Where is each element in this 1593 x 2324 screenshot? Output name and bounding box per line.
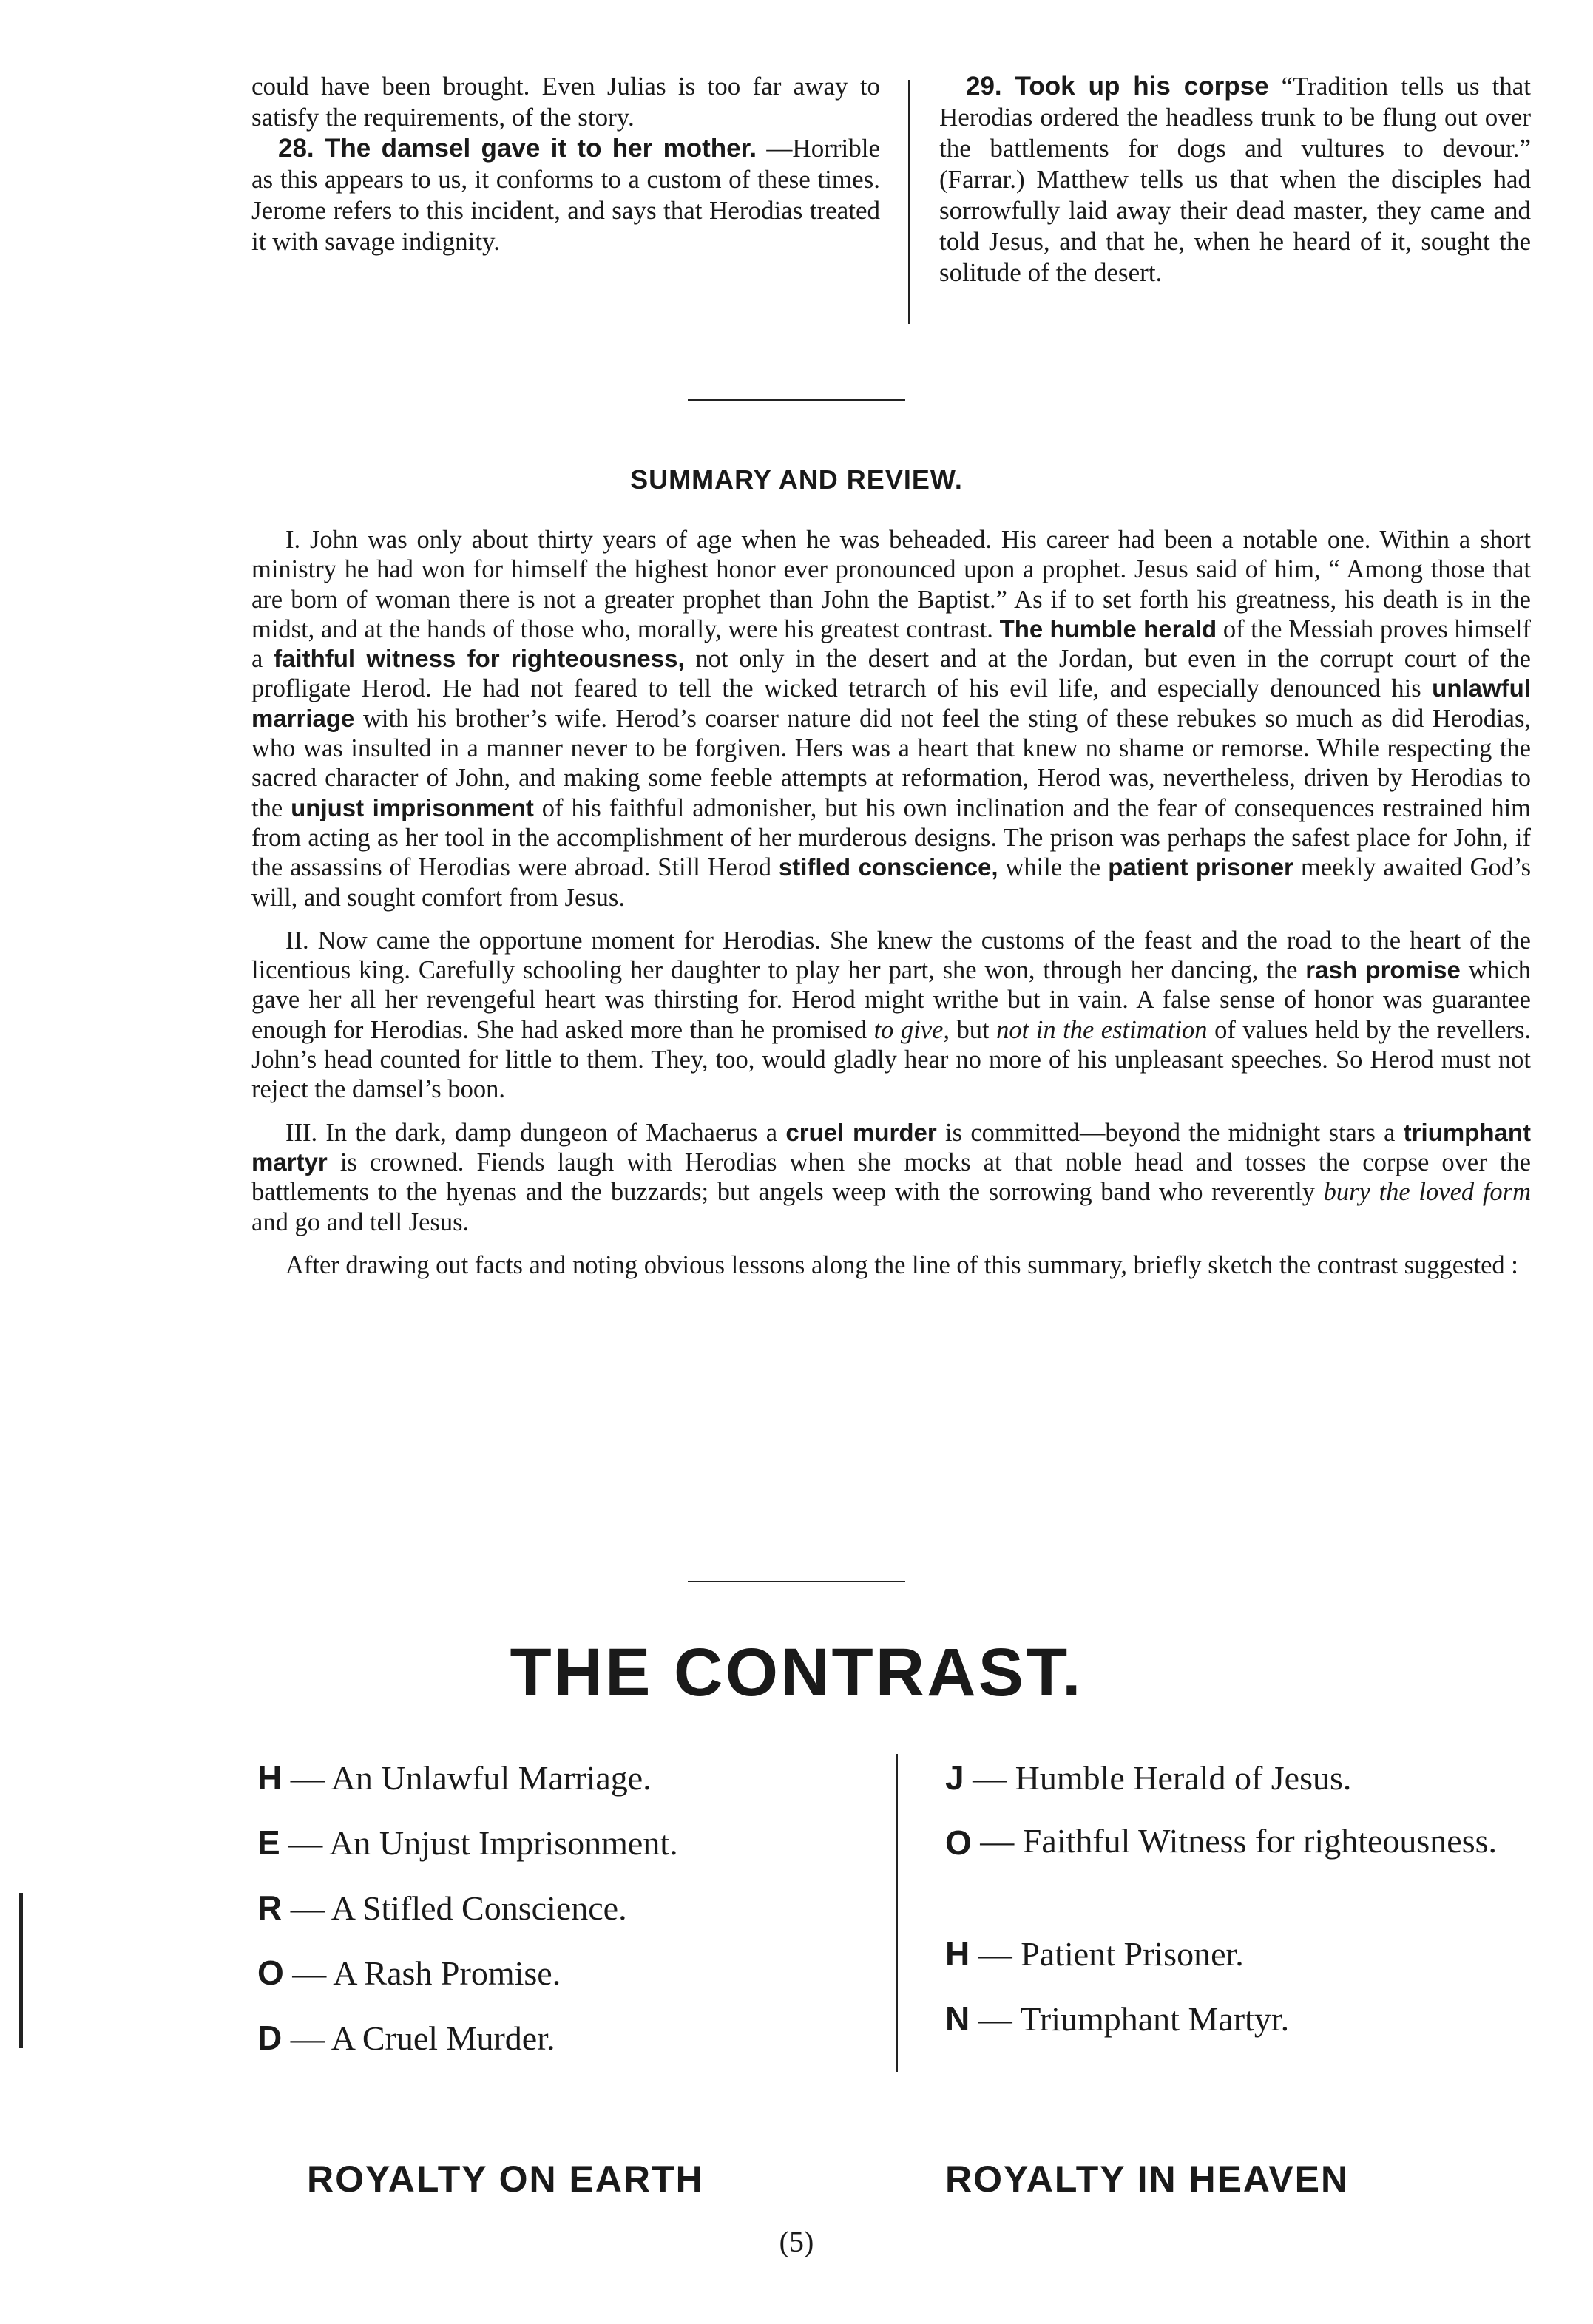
contrast-item bbox=[257, 1819, 864, 1884]
summary-text: is committed—beyond the midnight stars a bbox=[936, 1118, 1404, 1147]
summary-text: of the Messiah proves himself a bbox=[251, 614, 1531, 674]
summary-keyword: The humble herald bbox=[999, 614, 1217, 643]
summary-emphasis: bury the loved form bbox=[1323, 1178, 1532, 1207]
page-number: (5) bbox=[779, 2225, 814, 2258]
royalty-earth-heading: ROYALTY ON EARTH bbox=[307, 2158, 704, 2200]
contrast-right-list bbox=[945, 1754, 1552, 2060]
contrast-item bbox=[257, 1949, 864, 2014]
notes-columns bbox=[251, 71, 1531, 330]
summary-text: I. John was only about thirty years of age when he was beheaded. His career had been a notable one. Within a short ministry he had won for himself the highest honor ever pronounced upon a prophet. Jesus said of him, “ Among those that are born of woman there is not a greater prophet than John the Baptist.” As if to set forth his greatness, his death is in the midst, and at the hands of those who, morally, were his greatest contrast. bbox=[251, 526, 1531, 643]
summary-text: which gave her all her revengeful heart was thirsting for. Herod might writhe but in vain. A false sense of honor was guarantee enough for Herodias. She had asked more than he promised bbox=[251, 956, 1532, 1044]
contrast-item bbox=[257, 1754, 864, 1819]
contrast-letter: H bbox=[945, 1934, 970, 1973]
notes-left-column bbox=[251, 71, 880, 257]
contrast-text: — An Unlawful Marriage. bbox=[290, 1759, 652, 1797]
contrast-letter: H bbox=[257, 1758, 283, 1797]
summary-emphasis: to give, bbox=[873, 1015, 950, 1044]
contrast-item bbox=[945, 1754, 1552, 1819]
summary-text: not only in the desert and at the Jordan, but even in the corrupt court of the profligate Herod. He had not feared to tell the wicked tetrarch of his evil life, and especially denounced his bbox=[251, 645, 1531, 703]
section-divider bbox=[688, 399, 905, 401]
contrast-item bbox=[945, 1819, 1552, 1930]
summary-keyword: patient prisoner bbox=[1108, 853, 1293, 881]
contrast-item bbox=[945, 1995, 1552, 2060]
summary-keyword: stifled conscience, bbox=[778, 853, 998, 881]
contrast-text: — A Rash Promise. bbox=[292, 1954, 561, 1992]
section-divider bbox=[688, 1581, 905, 1582]
summary-keyword: unlawful marriage bbox=[251, 674, 1531, 732]
contrast-divider bbox=[896, 1754, 898, 2072]
summary-text: while the bbox=[998, 853, 1109, 882]
contrast-item bbox=[257, 1884, 864, 1949]
note-paragraph bbox=[251, 133, 880, 257]
summary-keyword: unjust imprisonment bbox=[291, 793, 534, 821]
summary-keyword: rash promise bbox=[1305, 956, 1461, 984]
contrast-letter: O bbox=[945, 1823, 972, 1862]
summary-paragraph bbox=[251, 1250, 1531, 1280]
summary-text: and go and tell Jesus. bbox=[251, 1207, 470, 1236]
summary-text: of values held by the revellers. John’s head counted for little to them. They, too, would gladly hear no more of his unpleasant speeches. So Herod must not reject the damsel’s boon. bbox=[251, 1015, 1531, 1104]
contrast-text: — Triumphant Martyr. bbox=[978, 2000, 1290, 2038]
contrast-letter: J bbox=[945, 1758, 964, 1797]
summary-keyword: triumphant martyr bbox=[251, 1118, 1531, 1176]
notes-right-column bbox=[939, 71, 1531, 288]
summary-paragraph bbox=[251, 926, 1531, 1105]
note-paragraph bbox=[251, 71, 880, 133]
contrast-text: — Patient Prisoner. bbox=[978, 1935, 1244, 1973]
summary-keyword: cruel murder bbox=[785, 1118, 937, 1146]
summary-text: meekly awaited God’s will, and sought comfort from Jesus. bbox=[251, 853, 1532, 912]
contrast-letter: O bbox=[257, 1954, 284, 1992]
note-text: —Horrible as this appears to us, it conforms to a custom of these times. Jerome refers to this incident, and says that Herodias treated it with savage indignity. bbox=[251, 134, 880, 256]
contrast-text: — An Unjust Imprisonment. bbox=[288, 1824, 678, 1862]
contrast-letter: E bbox=[257, 1823, 280, 1862]
summary-text: but bbox=[950, 1015, 997, 1044]
contrast-text: — Faithful Witness for righteousness. bbox=[980, 1822, 1498, 1860]
contrast-item bbox=[945, 1930, 1552, 1995]
note-text: could have been brought. Even Julias is too far away to satisfy the requirements, of the story. bbox=[251, 72, 880, 132]
contrast-letter: D bbox=[257, 2019, 283, 2057]
contrast-title: THE CONTRAST. bbox=[510, 1635, 1083, 1710]
summary-paragraph bbox=[251, 1118, 1531, 1237]
summary-text: is crowned. Fiends laugh with Herodias when she mocks at that noble head and tosses the corpse over the battlements to the hyenas and the buzzards; but angels weep with the sorrowing band who reverently bbox=[251, 1148, 1531, 1207]
summary-title: SUMMARY AND REVIEW. bbox=[630, 464, 963, 495]
contrast-left-list bbox=[257, 1754, 864, 2079]
contrast-item bbox=[257, 2014, 864, 2079]
summary-text: II. Now came the opportune moment for Herodias. She knew the customs of the feast and the road to the heart of the licentious king. Carefully schooling her daughter to play her part, she won, through her dancing, the bbox=[251, 926, 1531, 985]
summary-text: After drawing out facts and noting obvious lessons along the line of this summary, briefly sketch the contrast suggested : bbox=[285, 1250, 1518, 1279]
royalty-heaven-heading: ROYALTY IN HEAVEN bbox=[945, 2158, 1350, 2200]
column-divider bbox=[908, 80, 910, 324]
contrast-text: — Humble Herald of Jesus. bbox=[973, 1759, 1352, 1797]
contrast-text: — A Cruel Murder. bbox=[290, 2019, 555, 2057]
note-heading: 28. The damsel gave it to her mother. bbox=[278, 134, 757, 163]
note-paragraph bbox=[939, 71, 1531, 288]
contrast-letter: N bbox=[945, 1999, 970, 2038]
summary-text: of his faithful admonisher, but his own inclination and the fear of consequences restrained him from acting as her tool in the accomplishment of her murderous designs. The prison was perhaps the safest place for John, if the assassins of Herodias were abroad. Still Herod bbox=[251, 793, 1532, 882]
summary-body bbox=[251, 525, 1531, 1293]
summary-keyword: faithful witness for righteousness, bbox=[274, 645, 685, 673]
contrast-text: — A Stifled Conscience. bbox=[290, 1889, 627, 1927]
contrast-letter: R bbox=[257, 1888, 283, 1927]
margin-mark bbox=[19, 1893, 23, 2048]
contrast-table bbox=[251, 1754, 1531, 2064]
summary-emphasis: not in the estimation bbox=[996, 1015, 1208, 1044]
summary-text: with his brother’s wife. Herod’s coarser nature did not feel the sting of these rebukes so much as did Herodias, who was insulted in a manner never to be forgiven. Hers was a heart that knew no shame or remorse. While respecting the sacred character of John, and making some feeble attempts at reformation, Herod was, nevertheless, driven by Herodias to the bbox=[251, 704, 1531, 822]
summary-text: III. In the dark, damp dungeon of Machaerus a bbox=[285, 1118, 786, 1147]
note-text: “Tradition tells us that Herodias ordered the headless trunk to be flung out over the battlements for dogs and vultures to devour.” (Farrar.) Matthew tells us that when the disciples had sorrowfully laid away their dead master, they came and told Jesus, and that he, when he heard of it, sought the solitude of the desert. bbox=[939, 72, 1531, 287]
summary-paragraph bbox=[251, 525, 1531, 912]
note-heading: 29. Took up his corpse bbox=[966, 72, 1269, 101]
